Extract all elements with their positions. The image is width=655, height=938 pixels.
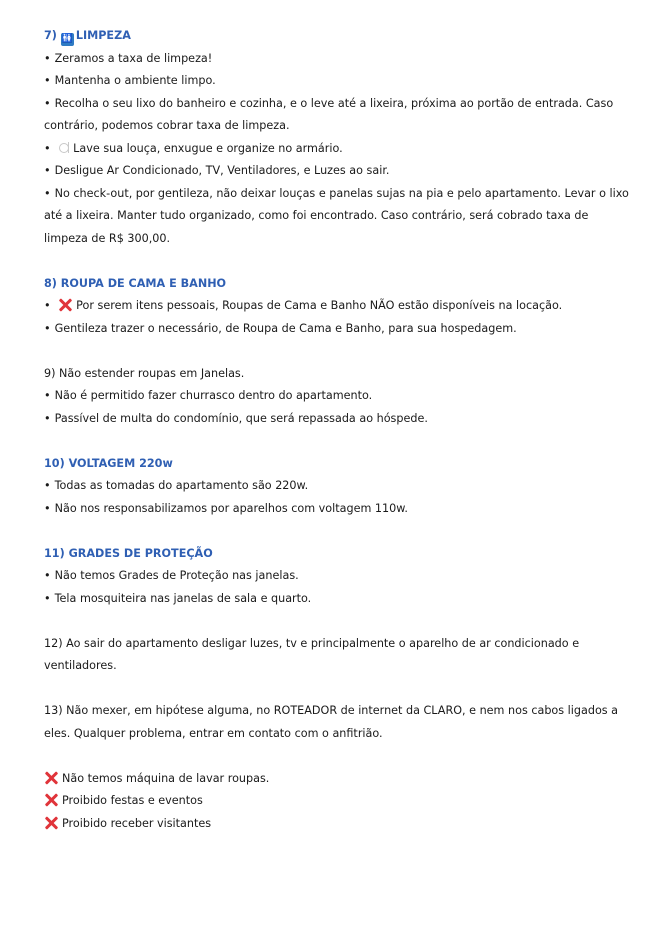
section-13-text: 13) Não mexer, em hipótese alguma, no ROTEADOR de internet da CLARO, e nem nos cabos ligados a eles. Qualquer problema, entrar em contato com o anfitrião.: [44, 704, 619, 740]
section-11-item: • Tela mosquiteira nas janelas de sala e quarto.: [44, 588, 629, 611]
prohibition-text: Proibido receber visitantes: [62, 816, 212, 830]
section-7-item: • Zeramos a taxa de limpeza!: [44, 48, 629, 71]
section-7-item: • No check-out, por gentileza, não deixar louças e panelas sujas na pia e pelo apartamento. Levar o lixo até a lixeira. Manter tudo organizado, como foi encontrado. Caso contrário, será cobrado taxa de limpeza de R$ 300,00.: [44, 183, 629, 251]
section-9-heading: 9) Não estender roupas em Janelas.: [44, 366, 245, 380]
document-page: [44, 25, 629, 835]
section-7-item: • Desligue Ar Condicionado, TV, Ventiladores, e Luzes ao sair.: [44, 160, 629, 183]
section-11-item: • Não temos Grades de Proteção nas janelas.: [44, 565, 629, 588]
section-10-heading: 10) VOLTAGEM 220w: [44, 456, 173, 470]
section-7-item: • Recolha o seu lixo do banheiro e cozinha, e o leve até a lixeira, próxima ao portão de entrada. Caso contrário, podemos cobrar taxa de limpeza.: [44, 93, 629, 138]
cross-mark-icon: [44, 816, 58, 830]
section-7-item: [44, 138, 629, 161]
section-9-item: • Passível de multa do condomínio, que será repassada ao hóspede.: [44, 408, 629, 431]
section-8-item-text: Por serem itens pessoais, Roupas de Cama e Banho NÃO estão disponíveis na locação.: [76, 299, 563, 312]
restroom-icon: 🚻: [61, 34, 73, 44]
section-7-item: • Mantenha o ambiente limpo.: [44, 70, 629, 93]
section-7-title: LIMPEZA: [75, 29, 131, 42]
cross-mark-icon: [44, 793, 58, 807]
section-10-item: • Todas as tomadas do apartamento são 220w.: [44, 475, 629, 498]
dishes-icon: [58, 142, 70, 153]
cross-mark-icon: [58, 298, 72, 312]
prohibition-item: [44, 790, 629, 813]
section-7-heading: [44, 25, 629, 48]
section-8-heading: 8) ROUPA DE CAMA E BANHO: [44, 276, 227, 290]
section-12-text: 12) Ao sair do apartamento desligar luzes, tv e principalmente o aparelho de ar condicionado e ventiladores.: [44, 636, 580, 672]
prohibition-text: Não temos máquina de lavar roupas.: [62, 771, 270, 785]
section-7-number: 7): [44, 29, 57, 42]
section-7-item-text: Lave sua louça, enxugue e organize no armário.: [73, 141, 343, 155]
section-8-item: [44, 295, 629, 318]
prohibition-item: [44, 768, 629, 791]
cross-mark-icon: [44, 771, 58, 785]
prohibition-text: Proibido festas e eventos: [62, 794, 203, 807]
section-10-item: • Não nos responsabilizamos por aparelhos com voltagem 110w.: [44, 498, 629, 521]
section-8-item: • Gentileza trazer o necessário, de Roupa de Cama e Banho, para sua hospedagem.: [44, 318, 629, 341]
prohibition-item: [44, 813, 629, 836]
section-9-item: • Não é permitido fazer churrasco dentro do apartamento.: [44, 385, 629, 408]
section-11-heading: 11) GRADES DE PROTEÇÃO: [44, 546, 213, 560]
